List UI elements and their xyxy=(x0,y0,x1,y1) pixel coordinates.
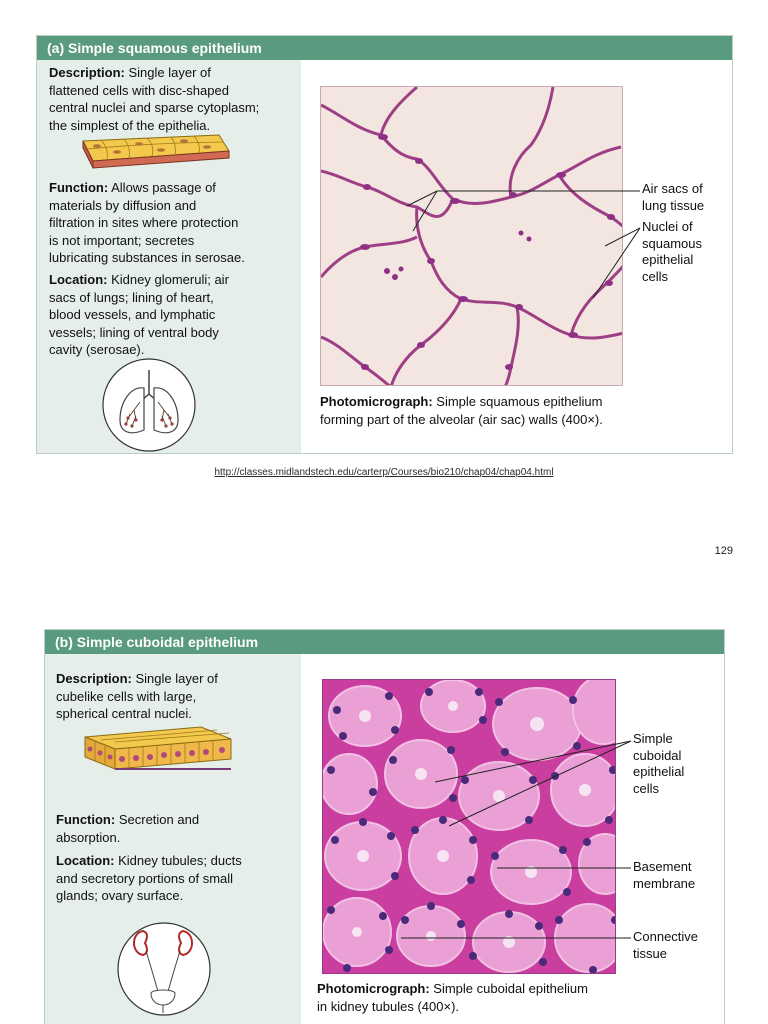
annotation-air-sacs xyxy=(642,181,704,214)
location-line: sacs of lungs; lining of heart, xyxy=(49,289,214,305)
description-label: Description: xyxy=(56,671,132,686)
annotation-line: lung tissue xyxy=(642,197,705,213)
function-line: materials by diffusion and xyxy=(49,197,197,213)
annotation-basement-membrane xyxy=(633,859,695,892)
description-line: flattened cells with disc-shaped xyxy=(49,82,229,98)
location-label: Location: xyxy=(56,853,115,868)
cuboidal-cells-illustration xyxy=(81,725,233,771)
annotation-cuboidal-cells xyxy=(633,731,684,797)
location-line: Kidney glomeruli; air xyxy=(111,272,229,287)
annotation-line: Air sacs of xyxy=(642,181,703,196)
function-line: filtration in sites where protection xyxy=(49,215,239,230)
description-line: Single layer of xyxy=(128,65,211,80)
location-line: cavity (serosae). xyxy=(49,342,145,357)
kidney-icon xyxy=(115,917,213,1017)
description-line: spherical central nuclei. xyxy=(56,706,192,721)
annotation-line: tissue xyxy=(633,945,667,961)
location-label: Location: xyxy=(49,272,108,287)
location-line: Kidney tubules; ducts xyxy=(118,853,242,868)
annotation-line: cells xyxy=(633,780,660,796)
description-text xyxy=(49,64,299,134)
caption-line: Simple squamous epithelium xyxy=(436,394,603,409)
panel-header: (b) Simple cuboidal epithelium xyxy=(45,630,724,654)
function-line: Allows passage of xyxy=(111,180,216,195)
cuboidal-caption xyxy=(317,980,717,1015)
location-text xyxy=(49,271,304,359)
squamous-caption xyxy=(320,393,720,428)
annotation-nuclei xyxy=(642,219,702,285)
description-label: Description: xyxy=(49,65,125,80)
annotation-line: epithelial xyxy=(642,252,694,267)
function-text xyxy=(56,811,296,846)
function-label: Function: xyxy=(49,180,109,195)
annotation-line: cells xyxy=(642,268,669,284)
location-line: blood vessels, and lymphatic xyxy=(49,307,216,322)
description-line: cubelike cells with large, xyxy=(56,688,197,704)
function-line: absorption. xyxy=(56,829,121,845)
caption-line: in kidney tubules (400×). xyxy=(317,998,460,1014)
description-text xyxy=(56,670,296,723)
location-text xyxy=(56,852,296,905)
caption-label: Photomicrograph: xyxy=(317,981,430,996)
caption-line: Simple cuboidal epithelium xyxy=(433,981,588,996)
description-line: the simplest of the epithelia. xyxy=(49,117,211,133)
panel-header: (a) Simple squamous epithelium xyxy=(37,36,732,60)
annotation-line: membrane xyxy=(633,875,696,891)
location-line: and secretory portions of small xyxy=(56,870,234,886)
function-line: lubricating substances in serosae. xyxy=(49,250,245,265)
annotation-connective-tissue xyxy=(633,929,698,962)
squamous-cells-illustration xyxy=(69,131,231,169)
cuboidal-photomicrograph xyxy=(322,679,616,974)
caption-label: Photomicrograph: xyxy=(320,394,433,409)
annotation-line: Basement xyxy=(633,859,692,874)
panel-simple-cuboidal xyxy=(44,629,725,1024)
function-text xyxy=(49,179,304,267)
function-line: Secretion and xyxy=(118,812,200,827)
squamous-photomicrograph xyxy=(320,86,623,386)
function-label: Function: xyxy=(56,812,116,827)
location-line: vessels; lining of ventral body xyxy=(49,324,219,340)
annotation-line: Nuclei of xyxy=(642,219,693,234)
annotation-line: cuboidal xyxy=(633,747,682,763)
description-line: Single layer of xyxy=(135,671,218,686)
annotation-line: epithelial xyxy=(633,764,685,779)
panel-simple-squamous xyxy=(36,35,733,454)
caption-line: forming part of the alveolar (air sac) walls (400×). xyxy=(320,411,603,427)
annotation-line: Simple xyxy=(633,731,673,746)
location-line: glands; ovary surface. xyxy=(56,888,184,903)
annotation-line: Connective xyxy=(633,929,699,944)
page-number: 129 xyxy=(714,545,733,557)
source-link[interactable]: http://classes.midlandstech.edu/carterp/Courses/bio210/chap04/chap04.html xyxy=(214,467,554,478)
lungs-icon xyxy=(100,358,198,452)
annotation-line: squamous xyxy=(642,235,702,251)
function-line: is not important; secretes xyxy=(49,232,195,248)
description-line: central nuclei and sparse cytoplasm; xyxy=(49,100,260,115)
